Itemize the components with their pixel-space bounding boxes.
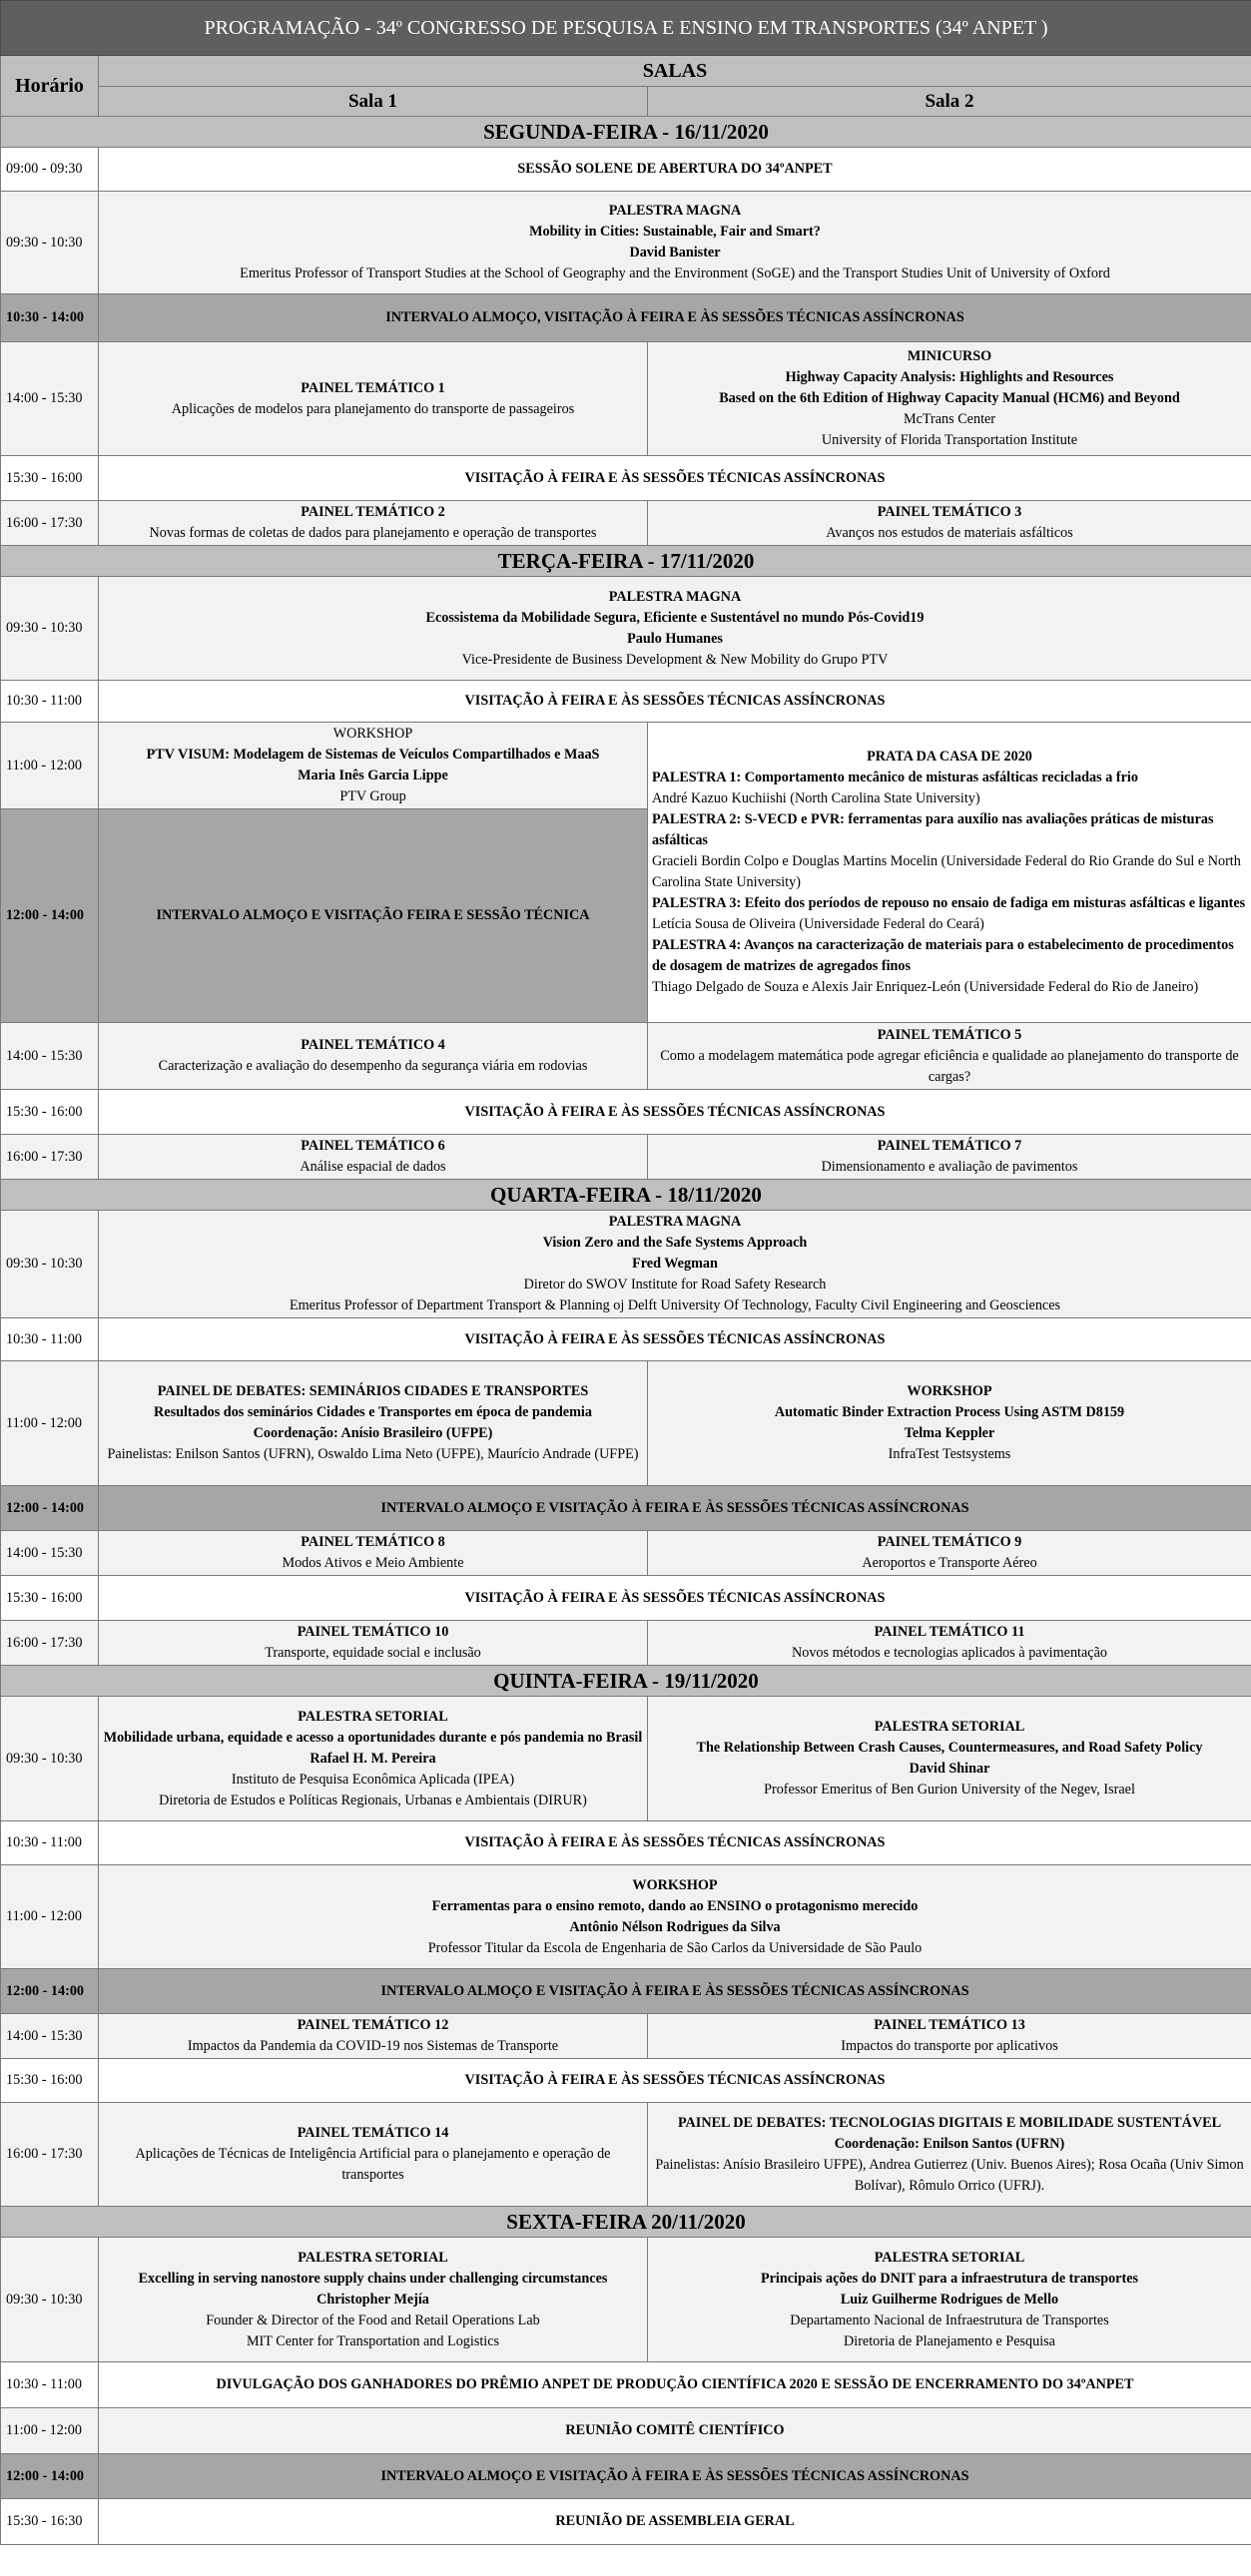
- time-cell: 09:00 - 09:30: [1, 148, 99, 192]
- day-row-wednesday: [1, 1180, 1251, 1211]
- session-desc: Impactos da Pandemia da COVID-19 nos Sistemas de Transporte: [187, 2038, 559, 2054]
- session-cell: VISITAÇÃO À FEIRA E ÀS SESSÕES TÉCNICAS ASSÍNCRONAS: [99, 2059, 1251, 2103]
- session-desc: Modos Ativos e Meio Ambiente: [282, 1555, 464, 1571]
- session-cell: INTERVALO ALMOÇO E VISITAÇÃO À FEIRA E ÀS SESSÕES TÉCNICAS ASSÍNCRONAS: [99, 1486, 1251, 1531]
- session-kind: PALESTRA SETORIAL: [874, 2249, 1025, 2266]
- schedule-row: [1, 1023, 1251, 1090]
- session-desc: Caracterização e avaliação do desempenho da segurança viária em rodovias: [158, 1058, 588, 1074]
- session-speaker: Maria Inês Garcia Lippe: [298, 768, 448, 783]
- session-affiliation: Professor Emeritus of Ben Gurion University of the Negev, Israel: [764, 1782, 1135, 1798]
- schedule-row: [1, 577, 1251, 681]
- time-cell: 16:00 - 17:30: [1, 1621, 99, 1666]
- session-cell: [99, 192, 1251, 294]
- day-label: QUINTA-FEIRA - 19/11/2020: [1, 1666, 1251, 1697]
- session-title: The Relationship Between Crash Causes, Countermeasures, and Road Safety Policy: [696, 1740, 1203, 1756]
- session-title: Mobility in Cities: Sustainable, Fair and Smart?: [529, 224, 821, 240]
- schedule-row: [1, 2014, 1251, 2059]
- session-cell: [99, 1621, 648, 1666]
- session-cell: VISITAÇÃO À FEIRA E ÀS SESSÕES TÉCNICAS ASSÍNCRONAS: [99, 1576, 1251, 1621]
- time-cell: 15:30 - 16:30: [1, 2499, 99, 2545]
- time-cell: 16:00 - 17:30: [1, 1135, 99, 1180]
- session-cell: [99, 1865, 1251, 1969]
- session-cell-prata: [648, 723, 1251, 1023]
- session-cell: DIVULGAÇÃO DOS GANHADORES DO PRÊMIO ANPET DE PRODUÇÃO CIENTÍFICA 2020 E SESSÃO DE ENCERRAMENTO DO 34ºANPET: [99, 2362, 1251, 2408]
- session-title: PAINEL TEMÁTICO 11: [874, 1624, 1025, 1640]
- session-speaker: Rafael H. M. Pereira: [310, 1750, 436, 1767]
- session-affiliation: MIT Center for Transportation and Logistics: [246, 2332, 500, 2349]
- schedule-row: [1, 2408, 1251, 2454]
- time-cell: 09:30 - 10:30: [1, 577, 99, 681]
- schedule-row: [1, 2362, 1251, 2408]
- session-cell: [99, 2014, 648, 2059]
- session-desc: Aeroportos e Transporte Aéreo: [862, 1555, 1037, 1571]
- header-sala-1: Sala 1: [99, 87, 648, 117]
- session-cell: [648, 1621, 1251, 1666]
- lecture-title: PALESTRA 3: Efeito dos períodos de repouso no ensaio de fadiga em misturas asfálticas e ligantes: [652, 895, 1246, 911]
- session-kind: PALESTRA SETORIAL: [298, 2249, 448, 2266]
- session-kind: WORKSHOP: [332, 726, 413, 742]
- schedule-row: [1, 2103, 1251, 2207]
- schedule-row: [1, 1318, 1251, 1361]
- session-line: University of Florida Transportation Institute: [821, 432, 1078, 448]
- session-speaker: Paulo Humanes: [627, 630, 723, 647]
- time-cell: 15:30 - 16:00: [1, 1576, 99, 1621]
- session-speaker: Luiz Guilherme Rodrigues de Mello: [840, 2291, 1059, 2308]
- session-kind: PALESTRA MAGNA: [608, 1214, 742, 1230]
- time-cell: 14:00 - 15:30: [1, 1023, 99, 1090]
- header-horario: Horário: [1, 56, 99, 117]
- header-subrow: [1, 87, 1251, 117]
- session-title: PAINEL TEMÁTICO 2: [301, 504, 445, 520]
- lecture-authors: André Kazuo Kuchiishi (North Carolina State University): [652, 790, 980, 806]
- session-speaker: Fred Wegman: [632, 1256, 718, 1272]
- session-cell: INTERVALO ALMOÇO E VISITAÇÃO FEIRA E SESSÃO TÉCNICA: [99, 809, 648, 1023]
- schedule-row: [1, 501, 1251, 546]
- lecture-authors: Letícia Sousa de Oliveira (Universidade Federal do Ceará): [652, 916, 984, 932]
- session-title: PAINEL TEMÁTICO 12: [297, 2017, 449, 2033]
- session-kind: PALESTRA SETORIAL: [874, 1719, 1025, 1735]
- day-label: TERÇA-FEIRA - 17/11/2020: [1, 546, 1251, 577]
- day-row-friday: [1, 2207, 1251, 2238]
- session-affiliation: Founder & Director of the Food and Retail Operations Lab: [206, 2312, 540, 2328]
- time-cell: 10:30 - 11:00: [1, 1821, 99, 1865]
- session-desc: Impactos do transporte por aplicativos: [841, 2038, 1058, 2054]
- schedule-row: [1, 1361, 1251, 1486]
- session-title: Ferramentas para o ensino remoto, dando ao ENSINO o protagonismo merecido: [431, 1897, 919, 1914]
- session-cell: [99, 723, 648, 809]
- session-kind: PAINEL DE DEBATES: TECNOLOGIAS DIGITAIS E MOBILIDADE SUSTENTÁVEL: [677, 2114, 1222, 2131]
- session-cell: [99, 2238, 648, 2362]
- header-salas: SALAS: [99, 56, 1251, 87]
- session-title: PAINEL TEMÁTICO 7: [877, 1138, 1022, 1154]
- schedule-row: [1, 1697, 1251, 1821]
- session-title: PAINEL TEMÁTICO 13: [874, 2017, 1025, 2033]
- time-cell: 09:30 - 10:30: [1, 1211, 99, 1318]
- session-kind: PALESTRA SETORIAL: [298, 1708, 448, 1725]
- session-title: PAINEL TEMÁTICO 5: [877, 1026, 1022, 1043]
- session-desc: Análise espacial de dados: [300, 1159, 446, 1175]
- session-cell: VISITAÇÃO À FEIRA E ÀS SESSÕES TÉCNICAS ASSÍNCRONAS: [99, 681, 1251, 723]
- page-title: PROGRAMAÇÃO - 34º CONGRESSO DE PESQUISA E ENSINO EM TRANSPORTES (34º ANPET ): [1, 1, 1251, 56]
- session-kind: PALESTRA MAGNA: [608, 203, 742, 219]
- session-cell: VISITAÇÃO À FEIRA E ÀS SESSÕES TÉCNICAS ASSÍNCRONAS: [99, 1090, 1251, 1135]
- session-speaker: Antônio Nélson Rodrigues da Silva: [569, 1918, 781, 1935]
- time-cell: 12:00 - 14:00: [1, 2454, 99, 2499]
- session-cell: INTERVALO ALMOÇO E VISITAÇÃO À FEIRA E ÀS SESSÕES TÉCNICAS ASSÍNCRONAS: [99, 1969, 1251, 2014]
- schedule-row: [1, 1211, 1251, 1318]
- session-cell: REUNIÃO COMITÊ CIENTÍFICO: [99, 2408, 1251, 2454]
- session-cell: [99, 1023, 648, 1090]
- schedule-row: [1, 342, 1251, 456]
- session-affiliation: Diretoria de Estudos e Políticas Regionais, Urbanas e Ambientais (DIRUR): [159, 1792, 587, 1808]
- session-title: PAINEL TEMÁTICO 4: [301, 1037, 445, 1053]
- session-panelists: Painelistas: Anísio Brasileiro UFPE), Andrea Gutierrez (Univ. Buenos Aires); Rosa Ocaña (Univ Simon Bolívar), Rômulo Orrico (UFRJ).: [655, 2156, 1244, 2194]
- session-kind: MINICURSO: [907, 348, 992, 364]
- session-cell: [648, 1697, 1251, 1821]
- session-cell: VISITAÇÃO À FEIRA E ÀS SESSÕES TÉCNICAS ASSÍNCRONAS: [99, 1821, 1251, 1865]
- session-cell: [99, 1211, 1251, 1318]
- session-cell: VISITAÇÃO À FEIRA E ÀS SESSÕES TÉCNICAS ASSÍNCRONAS: [99, 1318, 1251, 1361]
- schedule-row: [1, 2059, 1251, 2103]
- session-cell: [648, 501, 1251, 546]
- day-row-thursday: [1, 1666, 1251, 1697]
- schedule-row: [1, 2454, 1251, 2499]
- lecture-title: PALESTRA 2: S-VECD e PVR: ferramentas para auxílio nas avaliações práticas de misturas asfálticas: [652, 811, 1214, 848]
- session-affiliation: Emeritus Professor of Transport Studies at the School of Geography and the Environment (SoGE) and the Transport Studies Unit of University of Oxford: [240, 265, 1110, 281]
- day-label: SEXTA-FEIRA 20/11/2020: [1, 2207, 1251, 2238]
- session-speaker: David Banister: [629, 245, 721, 260]
- session-cell: [648, 2238, 1251, 2362]
- time-cell: 09:30 - 10:30: [1, 2238, 99, 2362]
- schedule-row: [1, 1090, 1251, 1135]
- session-cell: SESSÃO SOLENE DE ABERTURA DO 34ºANPET: [99, 148, 1251, 192]
- session-cell: [648, 2103, 1251, 2207]
- session-speaker: Christopher Mejía: [316, 2291, 429, 2308]
- session-coord: Coordenação: Enilson Santos (UFRN): [834, 2135, 1065, 2152]
- session-title: PTV VISUM: Modelagem de Sistemas de Veículos Compartilhados e MaaS: [146, 747, 600, 763]
- session-cell: [99, 501, 648, 546]
- session-title: Resultados dos seminários Cidades e Transportes em época de pandemia: [154, 1404, 592, 1420]
- time-cell: 09:30 - 10:30: [1, 1697, 99, 1821]
- session-title: PAINEL TEMÁTICO 6: [301, 1138, 445, 1154]
- session-desc: Aplicações de modelos para planejamento do transporte de passageiros: [171, 400, 575, 417]
- session-title: PRATA DA CASA DE 2020: [867, 749, 1032, 765]
- session-coord: Coordenação: Anísio Brasileiro (UFPE): [253, 1425, 493, 1441]
- time-cell: 14:00 - 15:30: [1, 342, 99, 456]
- day-label: QUARTA-FEIRA - 18/11/2020: [1, 1180, 1251, 1211]
- time-cell: 09:30 - 10:30: [1, 192, 99, 294]
- schedule-row: [1, 1821, 1251, 1865]
- session-title: PAINEL TEMÁTICO 1: [301, 379, 445, 396]
- schedule-row: [1, 1969, 1251, 2014]
- session-speaker: Telma Keppler: [904, 1425, 995, 1441]
- title-row: [1, 1, 1251, 56]
- session-affiliation: Professor Titular da Escola de Engenharia de São Carlos da Universidade de São Paulo: [427, 1939, 923, 1956]
- schedule-row: [1, 294, 1251, 342]
- session-title: PAINEL TEMÁTICO 3: [877, 504, 1022, 520]
- session-desc: Dimensionamento e avaliação de pavimentos: [821, 1159, 1078, 1175]
- session-cell: [99, 1361, 648, 1486]
- time-cell: 15:30 - 16:00: [1, 2059, 99, 2103]
- time-cell: 11:00 - 12:00: [1, 723, 99, 809]
- schedule-row: [1, 192, 1251, 294]
- time-cell: 11:00 - 12:00: [1, 1361, 99, 1486]
- session-org: InfraTest Testsystems: [888, 1446, 1011, 1462]
- session-kind: WORKSHOP: [632, 1876, 718, 1893]
- session-cell: INTERVALO ALMOÇO E VISITAÇÃO À FEIRA E ÀS SESSÕES TÉCNICAS ASSÍNCRONAS: [99, 2454, 1251, 2499]
- session-cell: [99, 1697, 648, 1821]
- session-title: Vision Zero and the Safe Systems Approach: [542, 1235, 808, 1251]
- session-org: PTV Group: [339, 788, 406, 804]
- session-panelists: Painelistas: Enilson Santos (UFRN), Oswaldo Lima Neto (UFPE), Maurício Andrade (UFPE): [107, 1446, 639, 1462]
- session-cell: [99, 342, 648, 456]
- session-line: Based on the 6th Edition of Highway Capacity Manual (HCM6) and Beyond: [719, 390, 1180, 406]
- session-title: PAINEL TEMÁTICO 9: [877, 1534, 1022, 1550]
- session-desc: Aplicações de Técnicas de Inteligência Artificial para o planejamento e operação de transportes: [135, 2146, 611, 2183]
- schedule-row: [1, 681, 1251, 723]
- session-cell: [648, 342, 1251, 456]
- schedule-row: [1, 1865, 1251, 1969]
- session-affiliation: Diretoria de Planejamento e Pesquisa: [844, 2332, 1055, 2349]
- time-cell: 16:00 - 17:30: [1, 2103, 99, 2207]
- session-speaker: David Shinar: [909, 1761, 990, 1777]
- time-cell: 14:00 - 15:30: [1, 1531, 99, 1576]
- day-row-tuesday: [1, 546, 1251, 577]
- session-desc: Avanços nos estudos de materiais asfálticos: [826, 525, 1073, 541]
- session-title: Principais ações do DNIT para a infraestrutura de transportes: [760, 2270, 1139, 2287]
- session-title: PAINEL TEMÁTICO 10: [297, 1624, 449, 1640]
- time-cell: 16:00 - 17:30: [1, 501, 99, 546]
- session-cell: [99, 1531, 648, 1576]
- schedule-row: [1, 1576, 1251, 1621]
- session-title: Automatic Binder Extraction Process Using ASTM D8159: [774, 1404, 1125, 1420]
- session-cell: [648, 1023, 1251, 1090]
- time-cell: 10:30 - 14:00: [1, 294, 99, 342]
- session-line: McTrans Center: [903, 411, 996, 427]
- session-title: PAINEL TEMÁTICO 8: [301, 1534, 445, 1550]
- session-title: Ecossistema da Mobilidade Segura, Eficiente e Sustentável no mundo Pós-Covid19: [425, 609, 925, 626]
- session-desc: Transporte, equidade social e inclusão: [265, 1645, 481, 1661]
- lecture-authors: Thiago Delgado de Souza e Alexis Jair Enriquez-León (Universidade Federal do Rio de Janeiro): [652, 979, 1199, 995]
- time-cell: 11:00 - 12:00: [1, 2408, 99, 2454]
- session-affiliation: Vice-Presidente de Business Development & New Mobility do Grupo PTV: [461, 651, 889, 668]
- session-title: PAINEL TEMÁTICO 14: [297, 2125, 449, 2141]
- session-cell: [648, 2014, 1251, 2059]
- time-cell: 10:30 - 11:00: [1, 1318, 99, 1361]
- session-desc: Como a modelagem matemática pode agregar eficiência e qualidade ao planejamento do transporte de cargas?: [660, 1047, 1239, 1085]
- time-cell: 10:30 - 11:00: [1, 2362, 99, 2408]
- session-title: Mobilidade urbana, equidade e acesso a oportunidades durante e pós pandemia no Brasil: [103, 1729, 643, 1746]
- time-cell: 12:00 - 14:00: [1, 809, 99, 1023]
- time-cell: 10:30 - 11:00: [1, 681, 99, 723]
- time-cell: 15:30 - 16:00: [1, 456, 99, 501]
- time-cell: 14:00 - 15:30: [1, 2014, 99, 2059]
- schedule-row: [1, 456, 1251, 501]
- session-cell: REUNIÃO DE ASSEMBLEIA GERAL: [99, 2499, 1251, 2545]
- session-cell: [99, 2103, 648, 2207]
- lecture-title: PALESTRA 1: Comportamento mecânico de misturas asfálticas recicladas a frio: [652, 770, 1138, 785]
- header-row: [1, 56, 1251, 87]
- schedule-row: [1, 723, 1251, 809]
- session-kind: PALESTRA MAGNA: [608, 588, 742, 605]
- session-desc: Novas formas de coletas de dados para planejamento e operação de transportes: [149, 525, 597, 541]
- day-label: SEGUNDA-FEIRA - 16/11/2020: [1, 117, 1251, 148]
- session-affiliation: Departamento Nacional de Infraestrutura de Transportes: [790, 2312, 1109, 2328]
- schedule-row: [1, 148, 1251, 192]
- schedule-row: [1, 1486, 1251, 1531]
- session-kind: PAINEL DE DEBATES: SEMINÁRIOS CIDADES E TRANSPORTES: [157, 1383, 589, 1399]
- lecture-title: PALESTRA 4: Avanços na caracterização de materiais para o estabelecimento de procedimentos de dosagem de matrizes de agregados finos: [652, 937, 1234, 974]
- schedule-row: [1, 1621, 1251, 1666]
- session-cell: [648, 1531, 1251, 1576]
- schedule-row: [1, 2238, 1251, 2362]
- session-line: Highway Capacity Analysis: Highlights and Resources: [785, 369, 1114, 385]
- time-cell: 12:00 - 14:00: [1, 1969, 99, 2014]
- session-title: Excelling in serving nanostore supply chains under challenging circumstances: [138, 2270, 608, 2287]
- time-cell: 12:00 - 14:00: [1, 1486, 99, 1531]
- session-cell: INTERVALO ALMOÇO, VISITAÇÃO À FEIRA E ÀS SESSÕES TÉCNICAS ASSÍNCRONAS: [99, 294, 1251, 342]
- session-desc: Novos métodos e tecnologias aplicados à pavimentação: [792, 1645, 1107, 1661]
- header-sala-2: Sala 2: [648, 87, 1251, 117]
- schedule-row: [1, 1135, 1251, 1180]
- time-cell: 11:00 - 12:00: [1, 1865, 99, 1969]
- time-cell: 15:30 - 16:00: [1, 1090, 99, 1135]
- schedule-row: [1, 2499, 1251, 2545]
- session-cell: [648, 1361, 1251, 1486]
- session-kind: WORKSHOP: [907, 1383, 992, 1399]
- session-cell: [648, 1135, 1251, 1180]
- lecture-authors: Gracieli Bordin Colpo e Douglas Martins Mocelin (Universidade Federal do Rio Grande do Sul e North Carolina State University): [652, 853, 1241, 890]
- session-cell: [99, 577, 1251, 681]
- session-cell: VISITAÇÃO À FEIRA E ÀS SESSÕES TÉCNICAS ASSÍNCRONAS: [99, 456, 1251, 501]
- schedule-row: [1, 1531, 1251, 1576]
- day-row-monday: [1, 117, 1251, 148]
- session-cell: [99, 1135, 648, 1180]
- session-affiliation: Instituto de Pesquisa Econômica Aplicada (IPEA): [231, 1771, 515, 1788]
- session-affiliation: Diretor do SWOV Institute for Road Safety Research: [523, 1277, 827, 1292]
- session-affiliation: Emeritus Professor of Department Transport & Planning oj Delft University Of Technology, Faculty Civil Engineering and Geosciences: [289, 1297, 1061, 1313]
